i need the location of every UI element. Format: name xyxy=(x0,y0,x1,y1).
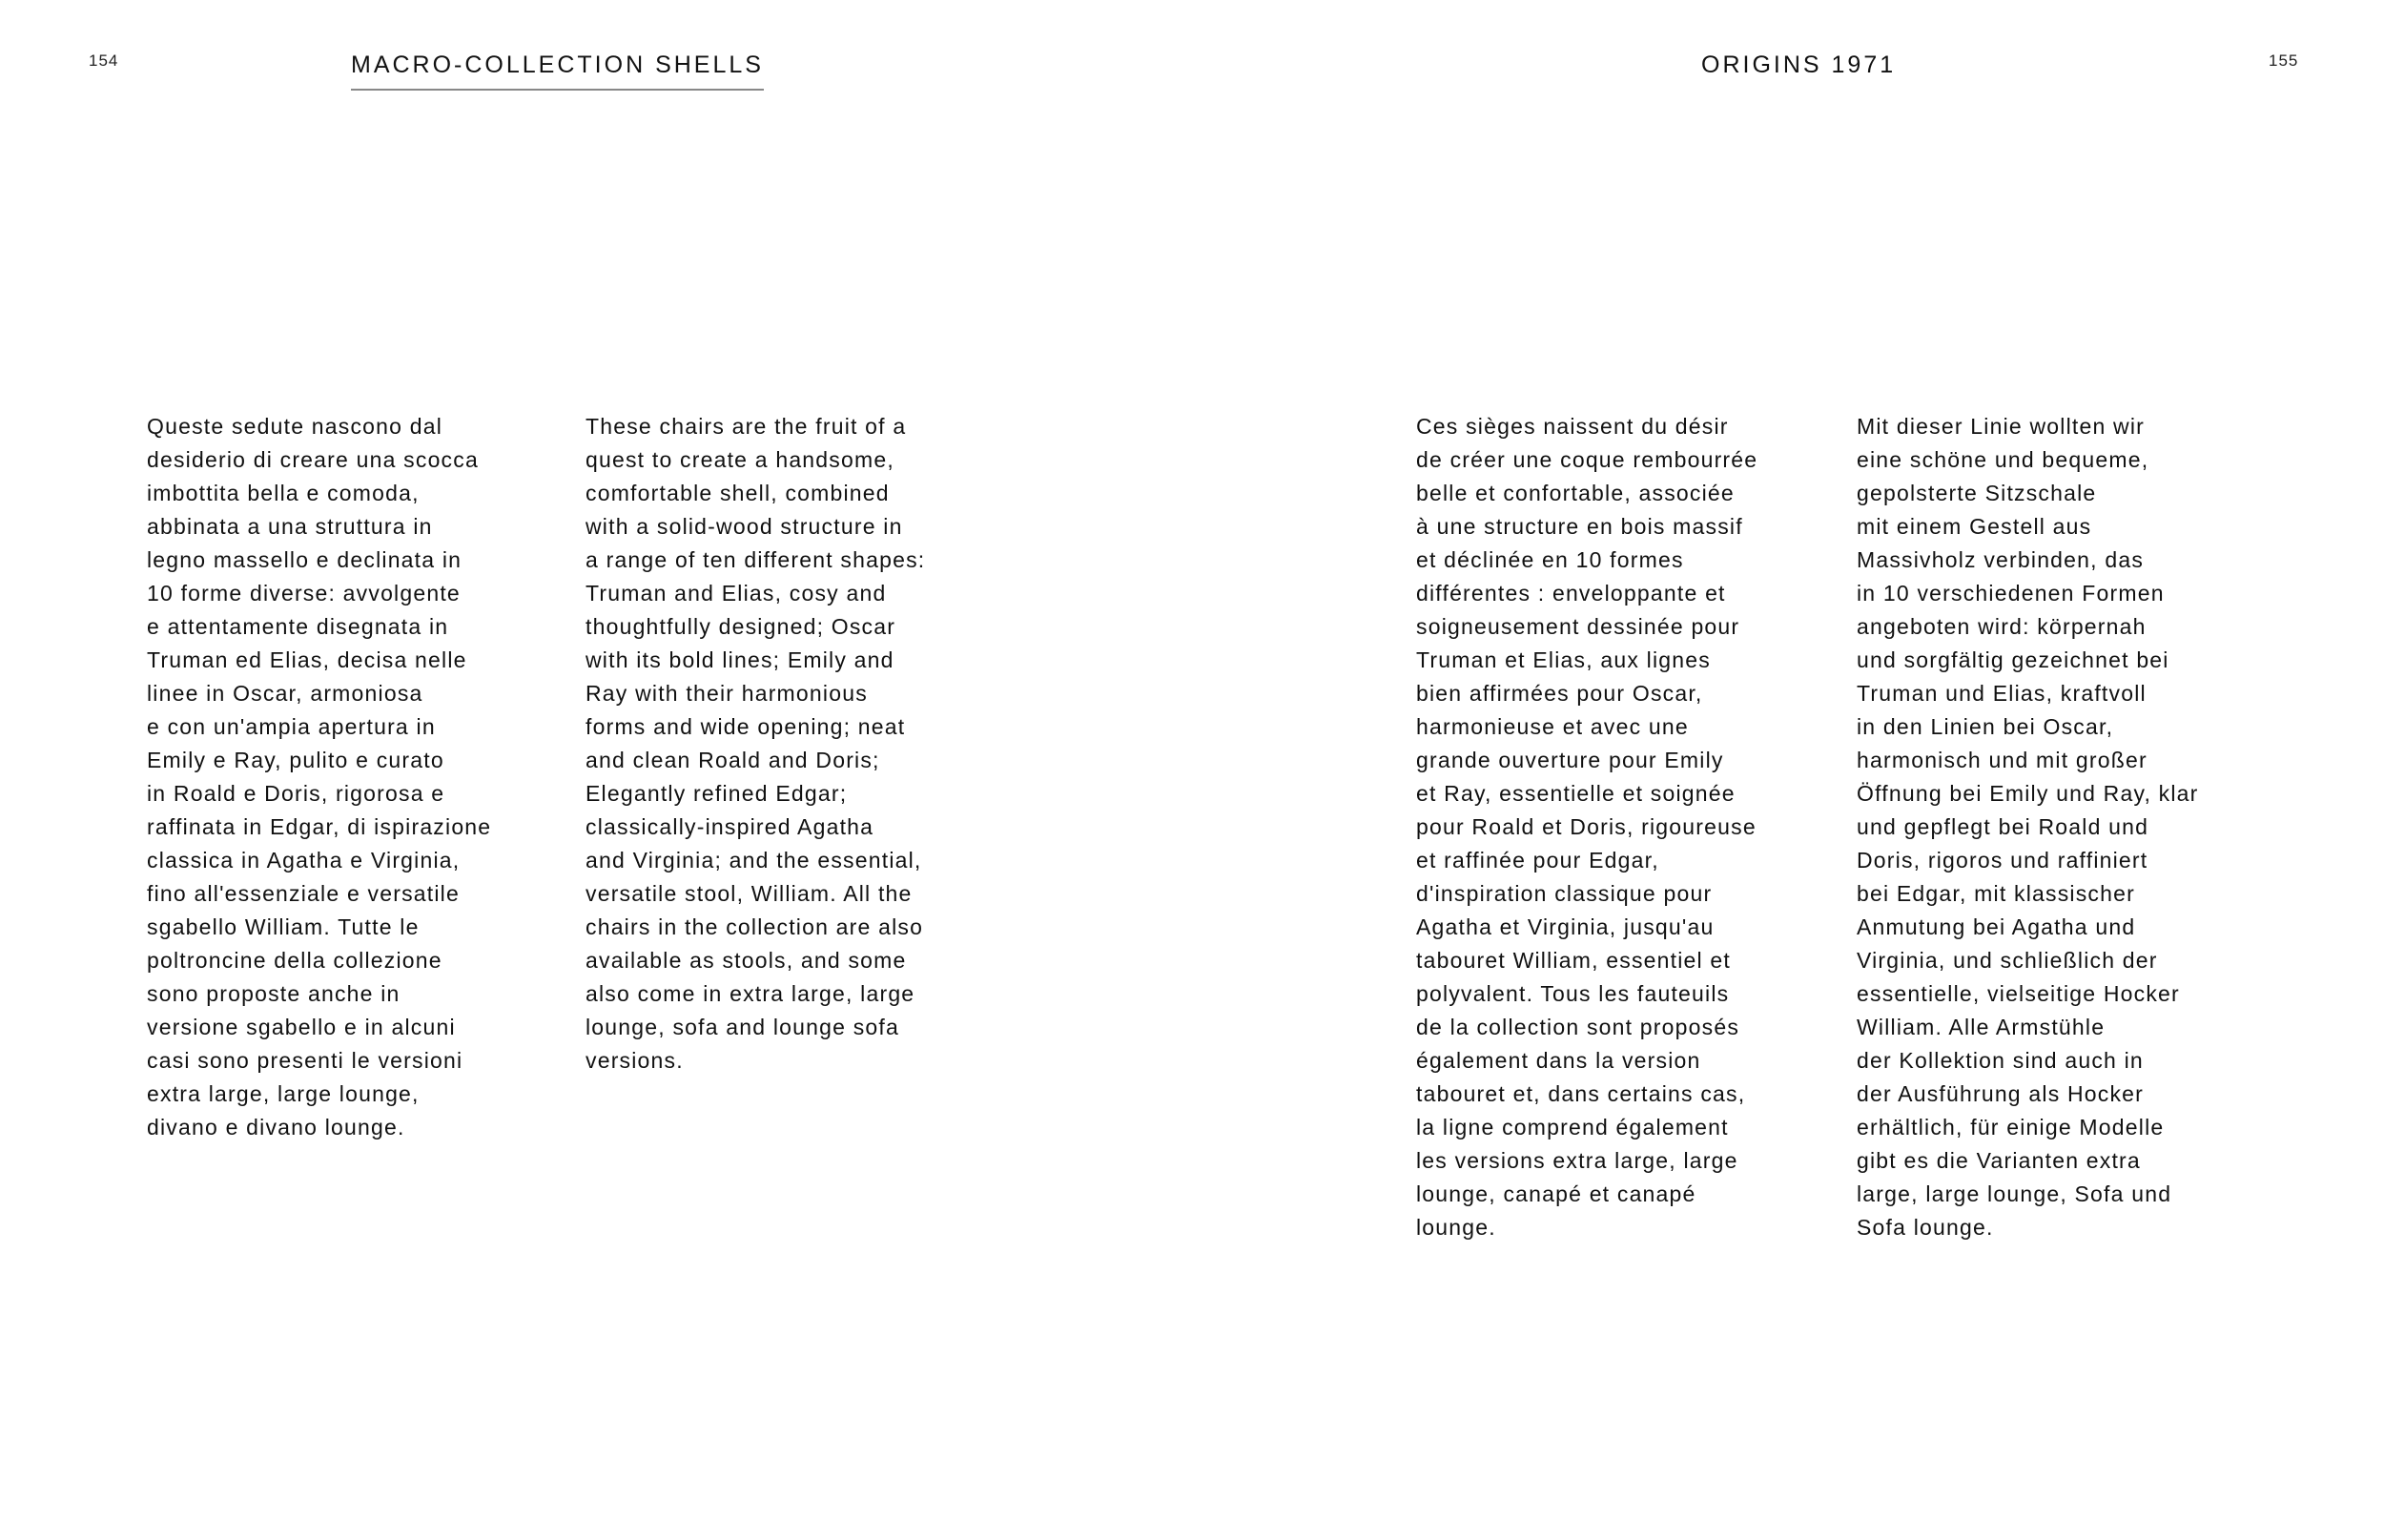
text-line: à une structure en bois massif xyxy=(1416,514,1743,539)
text-line: Mit dieser Linie wollten wir xyxy=(1857,414,2146,439)
text-line: Queste sedute nascono dal xyxy=(147,414,443,439)
text-line: Truman and Elias, cosy and xyxy=(586,581,887,606)
text-line: eine schöne und bequeme, xyxy=(1857,447,2149,472)
text-line: large, large lounge, Sofa und xyxy=(1857,1181,2172,1206)
text-line: tabouret William, essentiel et xyxy=(1416,948,1732,973)
text-line: Ray with their harmonious xyxy=(586,681,868,706)
page-number-right: 155 xyxy=(2269,51,2299,70)
text-line: bei Edgar, mit klassischer xyxy=(1857,881,2135,906)
text-line: Massivholz verbinden, das xyxy=(1857,547,2145,572)
text-line: et déclinée en 10 formes xyxy=(1416,547,1684,572)
text-line: Elegantly refined Edgar; xyxy=(586,781,848,806)
running-title-left: MACRO-COLLECTION SHELLS xyxy=(351,51,764,91)
text-line: et Ray, essentielle et soignée xyxy=(1416,781,1736,806)
text-line: harmonisch und mit großer xyxy=(1857,748,2148,772)
text-line: casi sono presenti le versioni xyxy=(147,1048,463,1073)
text-line: Truman et Elias, aux lignes xyxy=(1416,647,1711,672)
text-line: poltroncine della collezione xyxy=(147,948,442,973)
text-line: William. Alle Armstühle xyxy=(1857,1015,2106,1039)
text-column-italian xyxy=(147,410,566,1144)
text-line: und sorgfältig gezeichnet bei xyxy=(1857,647,2169,672)
text-line: also come in extra large, large xyxy=(586,981,915,1006)
text-line: différentes : enveloppante et xyxy=(1416,581,1726,606)
text-line: la ligne comprend également xyxy=(1416,1115,1729,1140)
text-line: angeboten wird: körpernah xyxy=(1857,614,2147,639)
text-line: und gepflegt bei Roald und xyxy=(1857,814,2149,839)
text-line: and clean Roald and Doris; xyxy=(586,748,880,772)
text-line: divano e divano lounge. xyxy=(147,1115,405,1140)
text-line: with a solid-wood structure in xyxy=(586,514,903,539)
text-line: et raffinée pour Edgar, xyxy=(1416,848,1659,873)
text-line: belle et confortable, associée xyxy=(1416,481,1735,505)
text-line: forms and wide opening; neat xyxy=(586,714,906,739)
text-line: thoughtfully designed; Oscar xyxy=(586,614,896,639)
text-line: lounge, sofa and lounge sofa xyxy=(586,1015,900,1039)
text-line: lounge, canapé et canapé xyxy=(1416,1181,1696,1206)
text-line: Öffnung bei Emily und Ray, klar xyxy=(1857,781,2199,806)
text-line: également dans la version xyxy=(1416,1048,1701,1073)
text-line: linee in Oscar, armoniosa xyxy=(147,681,423,706)
text-line: d'inspiration classique pour xyxy=(1416,881,1713,906)
text-line: sgabello William. Tutte le xyxy=(147,914,420,939)
text-line: mit einem Gestell aus xyxy=(1857,514,2092,539)
text-line: les versions extra large, large xyxy=(1416,1148,1738,1173)
text-line: sono proposte anche in xyxy=(147,981,401,1006)
text-line: polyvalent. Tous les fauteuils xyxy=(1416,981,1730,1006)
text-line: Virginia, und schließlich der xyxy=(1857,948,2158,973)
text-line: versions. xyxy=(586,1048,684,1073)
text-line: de créer une coque rembourrée xyxy=(1416,447,1758,472)
text-line: harmonieuse et avec une xyxy=(1416,714,1689,739)
text-line: Doris, rigoros und raffiniert xyxy=(1857,848,2148,873)
text-line: available as stools, and some xyxy=(586,948,907,973)
text-line: Truman und Elias, kraftvoll xyxy=(1857,681,2147,706)
text-line: e con un'ampia apertura in xyxy=(147,714,436,739)
page-number-left: 154 xyxy=(89,51,119,70)
text-line: raffinata in Edgar, di ispirazione xyxy=(147,814,492,839)
text-line: comfortable shell, combined xyxy=(586,481,890,505)
text-line: chairs in the collection are also xyxy=(586,914,924,939)
text-line: soigneusement dessinée pour xyxy=(1416,614,1740,639)
text-line: Truman ed Elias, decisa nelle xyxy=(147,647,467,672)
text-line: in Roald e Doris, rigorosa e xyxy=(147,781,445,806)
text-line: quest to create a handsome, xyxy=(586,447,894,472)
text-column-english xyxy=(586,410,1005,1078)
text-line: bien affirmées pour Oscar, xyxy=(1416,681,1703,706)
text-line: Sofa lounge. xyxy=(1857,1215,1994,1240)
text-line: These chairs are the fruit of a xyxy=(586,414,907,439)
text-line: imbottita bella e comoda, xyxy=(147,481,420,505)
text-line: Emily e Ray, pulito e curato xyxy=(147,748,444,772)
text-line: extra large, large lounge, xyxy=(147,1081,420,1106)
text-line: classically-inspired Agatha xyxy=(586,814,874,839)
text-line: with its bold lines; Emily and xyxy=(586,647,894,672)
text-line: Agatha et Virginia, jusqu'au xyxy=(1416,914,1715,939)
text-line: Ces sièges naissent du désir xyxy=(1416,414,1729,439)
text-line: pour Roald et Doris, rigoureuse xyxy=(1416,814,1757,839)
text-line: der Kollektion sind auch in xyxy=(1857,1048,2144,1073)
text-line: and Virginia; and the essential, xyxy=(586,848,922,873)
text-line: grande ouverture pour Emily xyxy=(1416,748,1724,772)
text-line: essentielle, vielseitige Hocker xyxy=(1857,981,2180,1006)
text-column-german xyxy=(1857,410,2276,1244)
text-line: lounge. xyxy=(1416,1215,1496,1240)
text-line: fino all'essenziale e versatile xyxy=(147,881,460,906)
text-line: legno massello e declinata in xyxy=(147,547,462,572)
running-title-right: ORIGINS 1971 xyxy=(1701,51,1897,78)
text-line: abbinata a una struttura in xyxy=(147,514,433,539)
text-line: versione sgabello e in alcuni xyxy=(147,1015,456,1039)
text-line: 10 forme diverse: avvolgente xyxy=(147,581,461,606)
text-line: gepolsterte Sitzschale xyxy=(1857,481,2097,505)
text-line: tabouret et, dans certains cas, xyxy=(1416,1081,1746,1106)
text-line: erhältlich, für einige Modelle xyxy=(1857,1115,2165,1140)
text-line: e attentamente disegnata in xyxy=(147,614,449,639)
text-column-french xyxy=(1416,410,1836,1244)
text-line: classica in Agatha e Virginia, xyxy=(147,848,461,873)
text-line: de la collection sont proposés xyxy=(1416,1015,1740,1039)
text-line: gibt es die Varianten extra xyxy=(1857,1148,2141,1173)
text-line: in 10 verschiedenen Formen xyxy=(1857,581,2165,606)
text-line: Anmutung bei Agatha und xyxy=(1857,914,2136,939)
text-line: a range of ten different shapes: xyxy=(586,547,926,572)
text-line: versatile stool, William. All the xyxy=(586,881,913,906)
text-line: der Ausführung als Hocker xyxy=(1857,1081,2145,1106)
text-line: in den Linien bei Oscar, xyxy=(1857,714,2114,739)
text-line: desiderio di creare una scocca xyxy=(147,447,479,472)
